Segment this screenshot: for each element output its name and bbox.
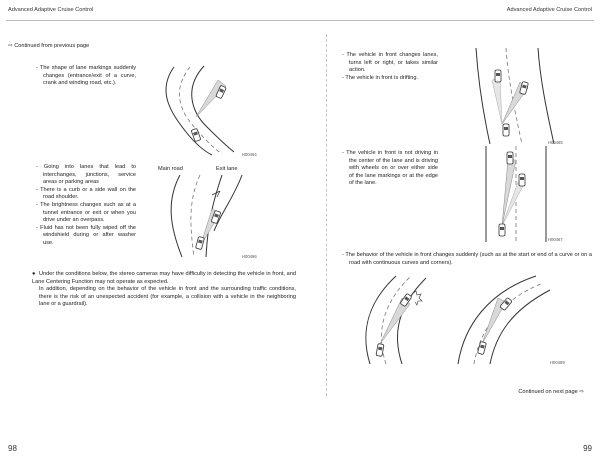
list-item: - The vehicle in front changes lanes, turns left or right, or takes similar action.: [342, 52, 438, 74]
list-item: - The shape of lane markings suddenly changes (entrance/exit of a curve, crank and winding road, etc.).: [36, 65, 136, 87]
right-bullets-a: [342, 52, 438, 82]
figure-code: H00464: [242, 152, 257, 157]
continued-from-previous: ⇨ Continued from previous page: [8, 43, 90, 49]
note-text-2: In addition, depending on the behavior of the vehicle in front and the surrounding traffic conditions, there is the risk of an unexpected accident (for example, a collision with a vehicle in the neighboring lane or a guardrail).: [39, 286, 296, 308]
figure-sudden-behavior: [340, 272, 580, 364]
note-text: Under the conditions below, the stereo cameras may have difficulty in detecting the vehicle in front, and Lane Centering Function may not operate as expected.: [32, 271, 296, 285]
left-header-rule: [6, 20, 300, 21]
right-header-title: Advanced Adaptive Cruise Control: [506, 7, 592, 13]
figure-code: H00467: [548, 237, 563, 242]
list-item: - There is a curb or a side wall on the road shoulder.: [36, 186, 136, 201]
label-main-road: Main road: [158, 166, 183, 172]
list-item: - The vehicle in front is not driving in the center of the lane and is driving with wheels on or over either side of the lane markings or at the edge of the lane.: [342, 150, 438, 187]
figure-winding-road: [160, 62, 260, 157]
page-number: 99: [583, 444, 592, 453]
figure-code: H00466: [242, 254, 257, 259]
list-item: - The behavior of the vehicle in front changes suddenly (such as at the start or end of a curve or on a road with continuous curves and corners).: [342, 252, 592, 266]
list-item: - The brightness changes such as at a tunnel entrance or exit or when you drive under an overpass.: [36, 201, 136, 224]
figure-exit-lane: [160, 175, 260, 257]
caution-note: ● Under the conditions below, the stereo cameras may have difficulty in detecting the vehicle in front, and Lane Centering Function may not operate as expected. In addition, depending on the behavior of the vehicle in front and the surrounding traffic conditions, there is the risk of an unexpected accident (for example, a collision with a vehicle in the neighboring lane or a guardrail).: [32, 271, 296, 308]
label-exit-lane: Exit lane: [216, 166, 238, 172]
right-bullets-b: [342, 150, 438, 188]
right-page: [300, 0, 600, 471]
continued-on-next: Continued on next page ⇨: [518, 389, 584, 395]
figure-off-center: [468, 146, 572, 242]
right-bullets-c: [342, 252, 592, 267]
figure-code: H00465: [548, 140, 563, 145]
list-item: - Going into lanes that lead to interchanges, junctions, service areas or parking areas: [36, 164, 136, 186]
figure-lane-change: [468, 48, 572, 144]
left-bullets-a: [36, 65, 136, 88]
right-header-rule: [300, 20, 594, 21]
left-header-title: Advanced Adaptive Cruise Control: [8, 7, 94, 13]
left-bullets-b: [36, 164, 136, 248]
list-item: - The vehicle in front is drifting.: [342, 74, 419, 81]
page-number: 98: [8, 444, 17, 453]
figure-code: H00469: [550, 360, 565, 365]
list-item: - Fluid has not been fully wiped off the windshield during or after washer use.: [36, 224, 136, 246]
